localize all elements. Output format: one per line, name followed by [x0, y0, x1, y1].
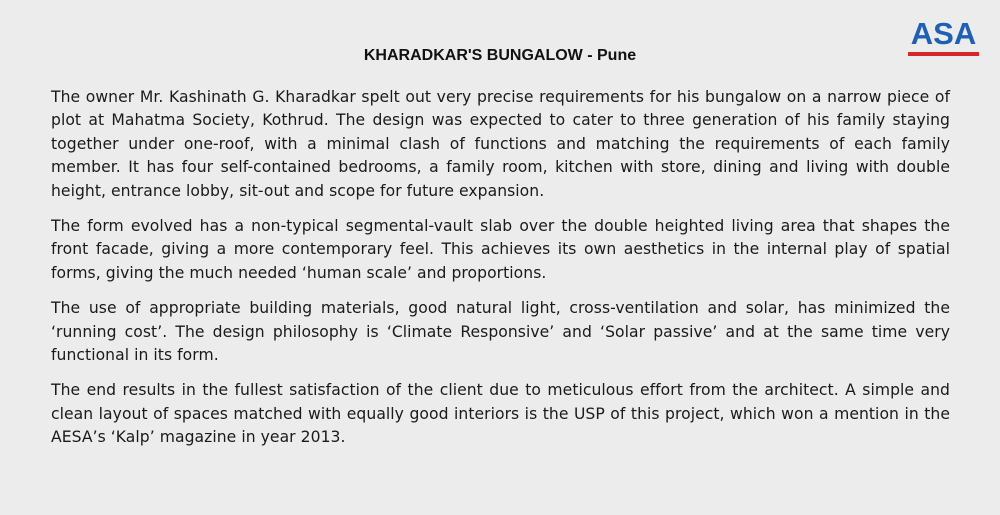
page-title: KHARADKAR'S BUNGALOW - Pune [363, 47, 637, 64]
body-text [51, 86, 950, 462]
paragraph-materials: The use of appropriate building materials, good natural light, cross-ventilation and solar, has minimized the ‘running cost’. The design philosophy is ‘Climate Responsive’ and ‘Solar passive’ and at the same time very functional in its form. [51, 299, 950, 365]
paragraph-requirements: The owner Mr. Kashinath G. Kharadkar spelt out very precise requirements for his bungalow on a narrow piece of plot at Mahatma Society, Kothrud. The design was expected to cater to three generation of his family staying together under one-roof, with a minimal clash of functions and matching the requirements of each family member. It has four self-contained bedrooms, a family room, kitchen with store, dining and living with double height, entrance lobby, sit-out and scope for future expansion. [51, 88, 950, 200]
paragraph-form: The form evolved has a non-typical segmental-vault slab over the double heighted living area that shapes the front facade, giving a more contemporary feel. This achieves its own aesthetics in the internal play of spatial forms, giving the much needed ‘human scale’ and proportions. [51, 217, 950, 282]
logo-text: ASA [910, 16, 977, 51]
paragraph-results: The end results in the fullest satisfaction of the client due to meticulous effort from the architect. A simple and clean layout of spaces matched with equally good interiors is the USP of this project, which won a mention in the AESA’s ‘Kalp’ magazine in year 2013. [51, 381, 950, 447]
